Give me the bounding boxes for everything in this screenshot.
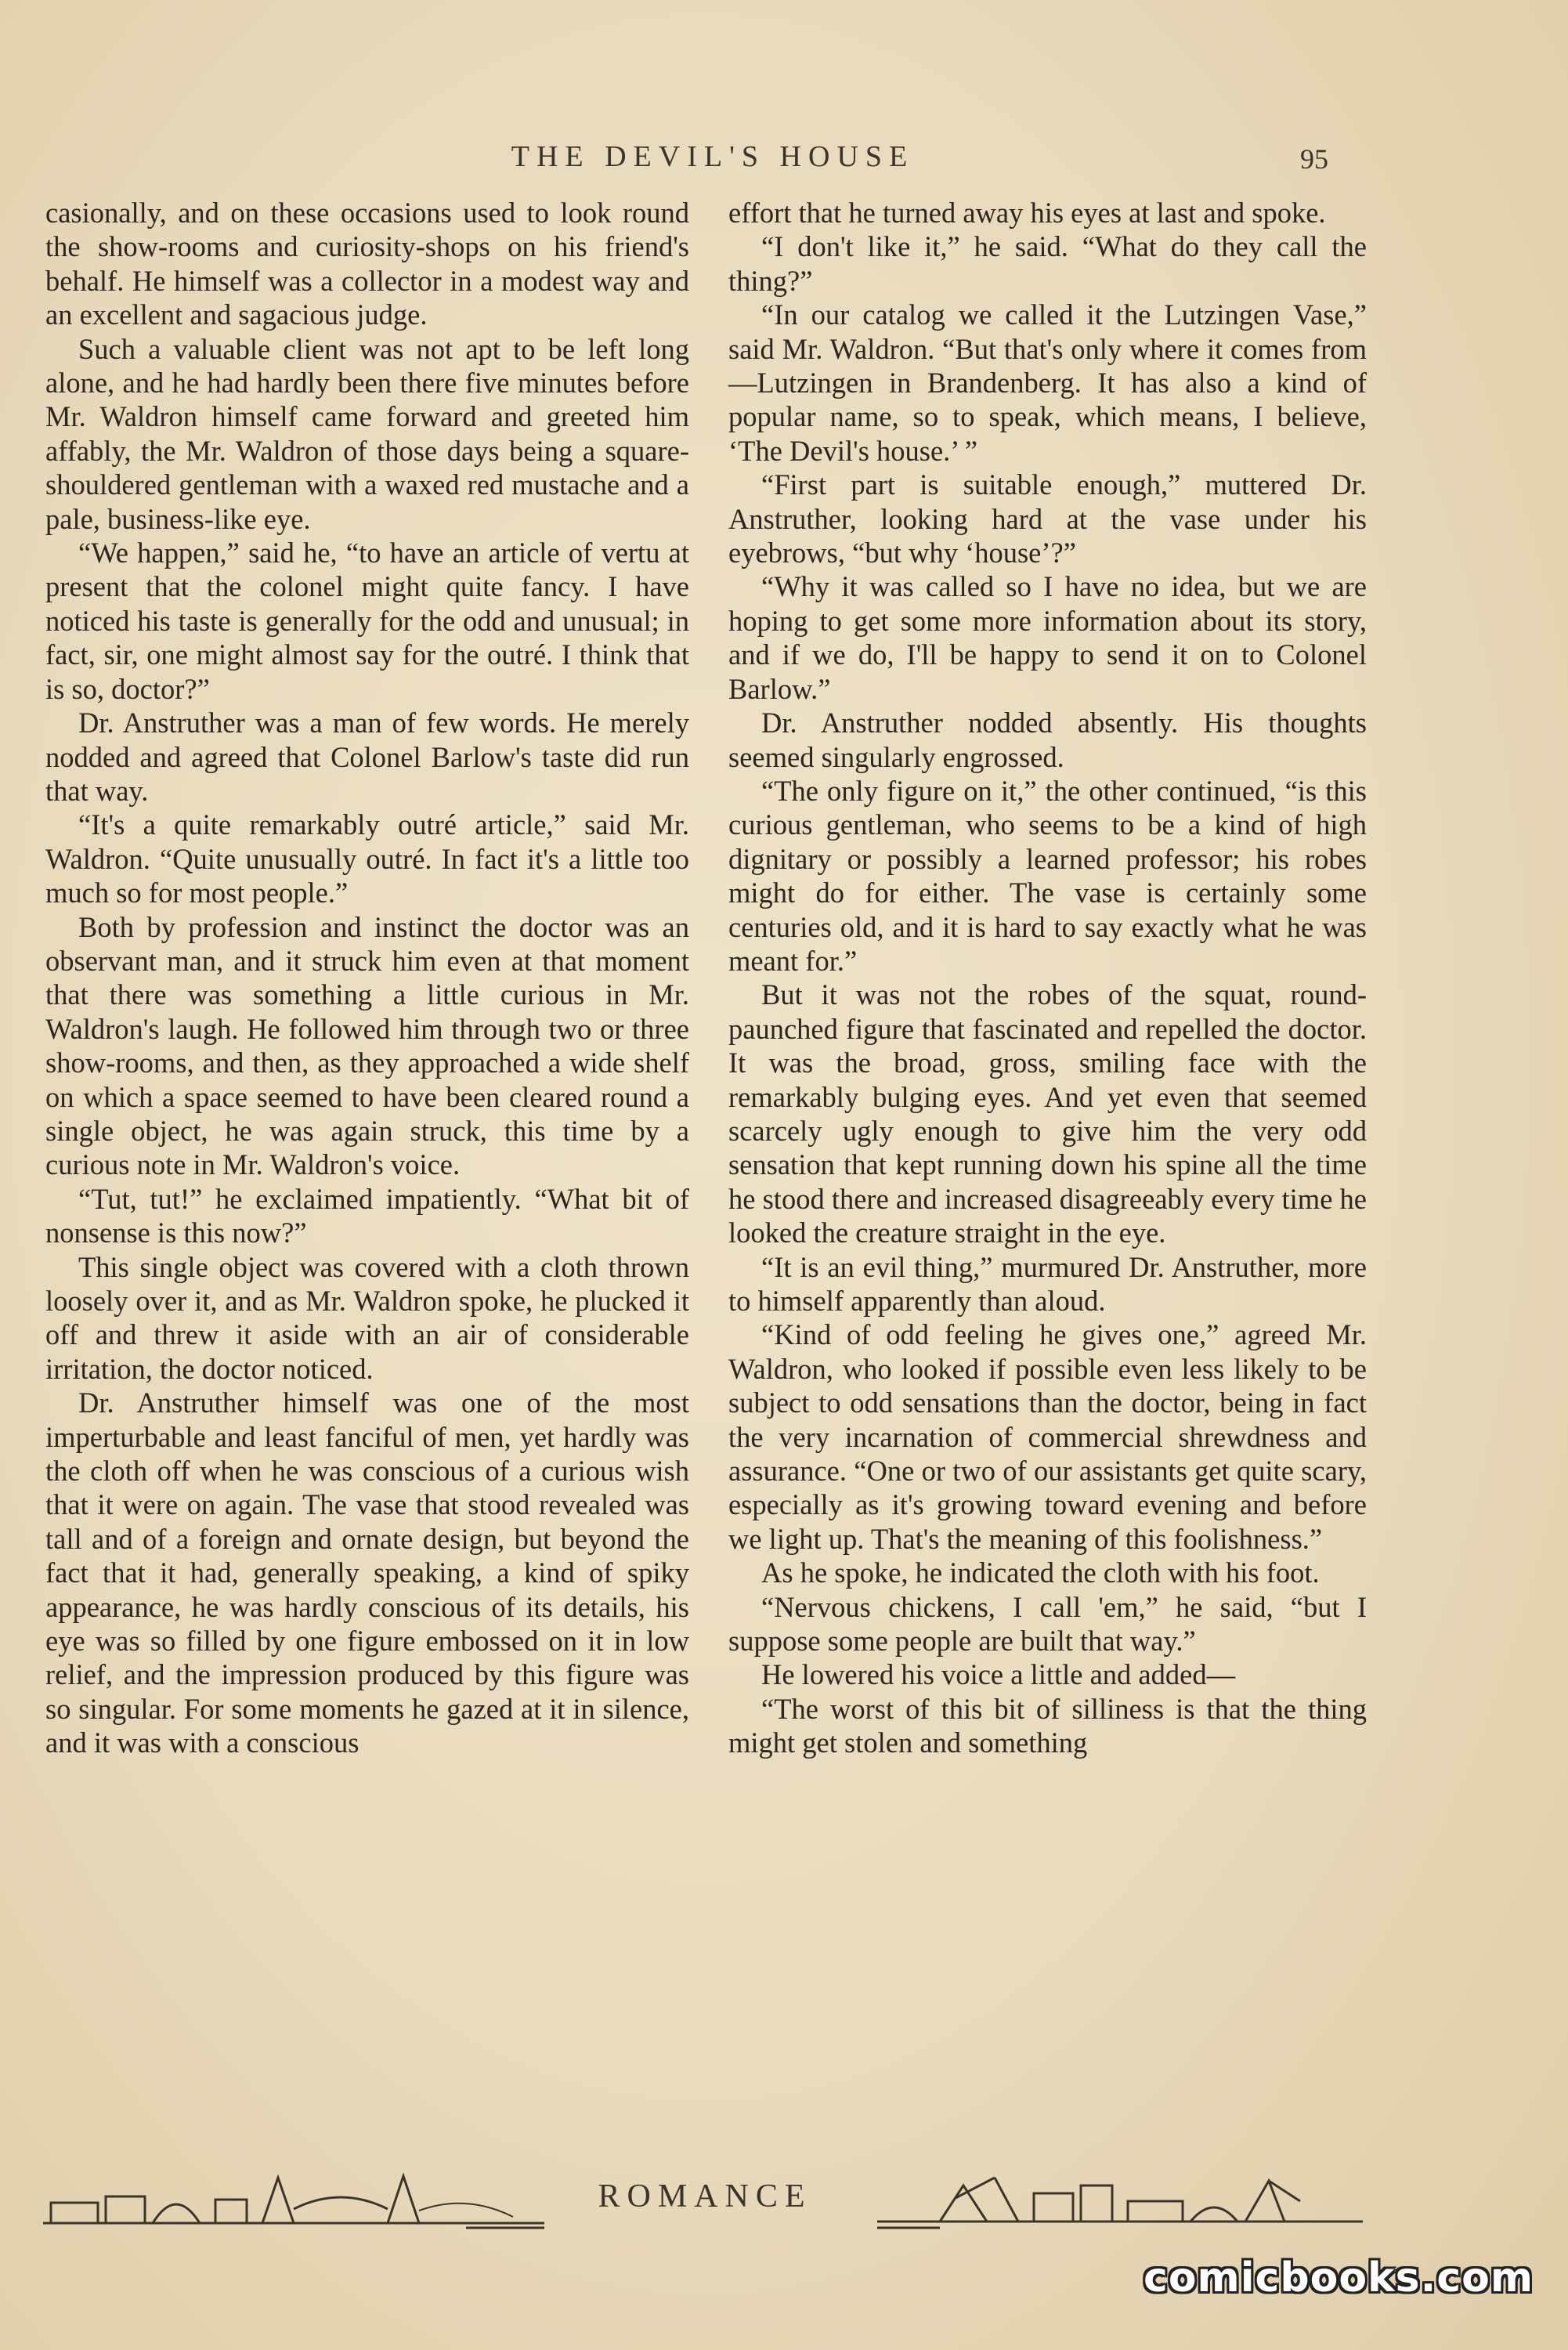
paragraph: Dr. Anstruther himself was one of the most imperturbable and least fanciful of men, yet hardly was the cloth off when he was conscious of a curious wish that it were on again. The vase that stood revealed was tall and of a foreign and ornate design, but beyond the fact that it had, generally speaking, a kind of spiky appearance, he was hardly conscious of its details, his eye was so filled by one figure embossed on it in low relief, and the impression produced by this figure was so singular. For some moments he gazed at it in silence, and it was with a conscious <box>45 1386 689 1759</box>
paragraph: “It's a quite remarkably outré article,” said Mr. Waldron. “Quite unusually outré. In fact it's a little too much so for most people.” <box>45 808 689 909</box>
paragraph: “First part is suitable enough,” muttered Dr. Anstruther, looking hard at the vase under his eyebrows, “but why ‘house’?” <box>728 468 1367 569</box>
paragraph: Such a valuable client was not apt to be left long alone, and he had hardly been there five minutes before Mr. Waldron himself came forward and greeted him affably, the Mr. Waldron of those days being a square-shouldered gentleman with a waxed red mustache and a pale, business-like eye. <box>45 332 689 535</box>
running-title: THE DEVIL'S HOUSE <box>511 140 915 173</box>
paragraph: “It is an evil thing,” murmured Dr. Anstruther, more to himself apparently than aloud. <box>728 1250 1367 1317</box>
running-header <box>0 139 1568 186</box>
paragraph: This single object was covered with a cloth thrown loosely over it, and as Mr. Waldron spoke, he plucked it off and threw it aside with an air of considerable irritation, the doctor noticed. <box>45 1250 689 1385</box>
watermark: comicbooks.com <box>1143 2254 1534 2301</box>
paragraph: Dr. Anstruther nodded absently. His thoughts seemed singularly engrossed. <box>728 707 1367 773</box>
paragraph: Both by profession and instinct the doctor was an observant man, and it struck him even at that moment that there was something a little curious in Mr. Waldron's laugh. He followed him through two or three show-rooms, and then, as they approached a wide shelf on which a space seemed to have been cleared round a single object, he was again struck, this time by a curious note in Mr. Waldron's voice. <box>45 910 689 1181</box>
paragraph: “Tut, tut!” he exclaimed impatiently. “What bit of nonsense is this now?” <box>45 1182 689 1249</box>
paragraph: “We happen,” said he, “to have an article of vertu at present that the colonel might quite fancy. I have noticed his taste is generally for the odd and unusual; in fact, sir, one might almost say for the outré. I think that is so, doctor?” <box>45 537 689 705</box>
paragraph: “The only figure on it,” the other continued, “is this curious gentleman, who seems to be a kind of high dignitary or possibly a learned professor; his robes might do for either. The vase is certainly some centuries old, and it is hard to say exactly what he was meant for.” <box>728 774 1367 977</box>
paragraph: “The worst of this bit of silliness is that the thing might get stolen and something <box>728 1692 1367 1759</box>
magazine-title: ROMANCE <box>598 2178 812 2214</box>
right-column <box>728 196 1367 1760</box>
city-skyline-illustration-left <box>43 2162 544 2240</box>
paragraph: As he spoke, he indicated the cloth with his foot. <box>761 1556 1320 1589</box>
paragraph: “Nervous chickens, I call 'em,” he said, “but I suppose some people are built that way.” <box>728 1590 1367 1658</box>
paragraph: “Kind of odd feeling he gives one,” agreed Mr. Waldron, who looked if possible even less likely to be subject to odd sensations than the doctor, being in fact the very incarnation of commercial shrewdness and assurance. “One or two of our assistants get quite scary, especially as it's growing toward evening and before we light up. That's the meaning of this foolishness.” <box>728 1318 1367 1555</box>
paragraph: He lowered his voice a little and added— <box>761 1658 1236 1691</box>
left-column <box>45 196 689 1760</box>
paragraph: But it was not the robes of the squat, round-paunched figure that fascinated and repelled the doctor. It was the broad, gross, smiling face with the remarkably bulging eyes. And yet even that seemed scarcely ugly enough to give him the very odd sensation that kept running down his spine all the time he stood there and increased disagreeably every time he looked the creature straight in the eye. <box>728 978 1367 1249</box>
paragraph: effort that he turned away his eyes at last and spoke. <box>728 197 1326 229</box>
paragraph: casionally, and on these occasions used to look round the show-rooms and curiosity-shops on his friend's behalf. He himself was a collector in a modest way and an excellent and sagacious judge. <box>45 197 689 331</box>
paragraph: “In our catalog we called it the Lutzingen Vase,” said Mr. Waldron. “But that's only where it comes from—Lutzingen in Brandenberg. It has also a kind of popular name, so to speak, which means, I believe, ‘The Devil's house.’ ” <box>728 298 1367 467</box>
paragraph: “I don't like it,” he said. “What do they call the thing?” <box>728 230 1367 297</box>
paragraph: “Why it was called so I have no idea, but we are hoping to get some more information about its story, and if we do, I'll be happy to send it on to Colonel Barlow.” <box>728 570 1367 705</box>
page-footer <box>0 2162 1568 2256</box>
city-skyline-illustration-right <box>877 2162 1363 2240</box>
page-number: 95 <box>1300 143 1328 175</box>
paragraph: Dr. Anstruther was a man of few words. He merely nodded and agreed that Colonel Barlow's taste did run that way. <box>45 707 689 807</box>
